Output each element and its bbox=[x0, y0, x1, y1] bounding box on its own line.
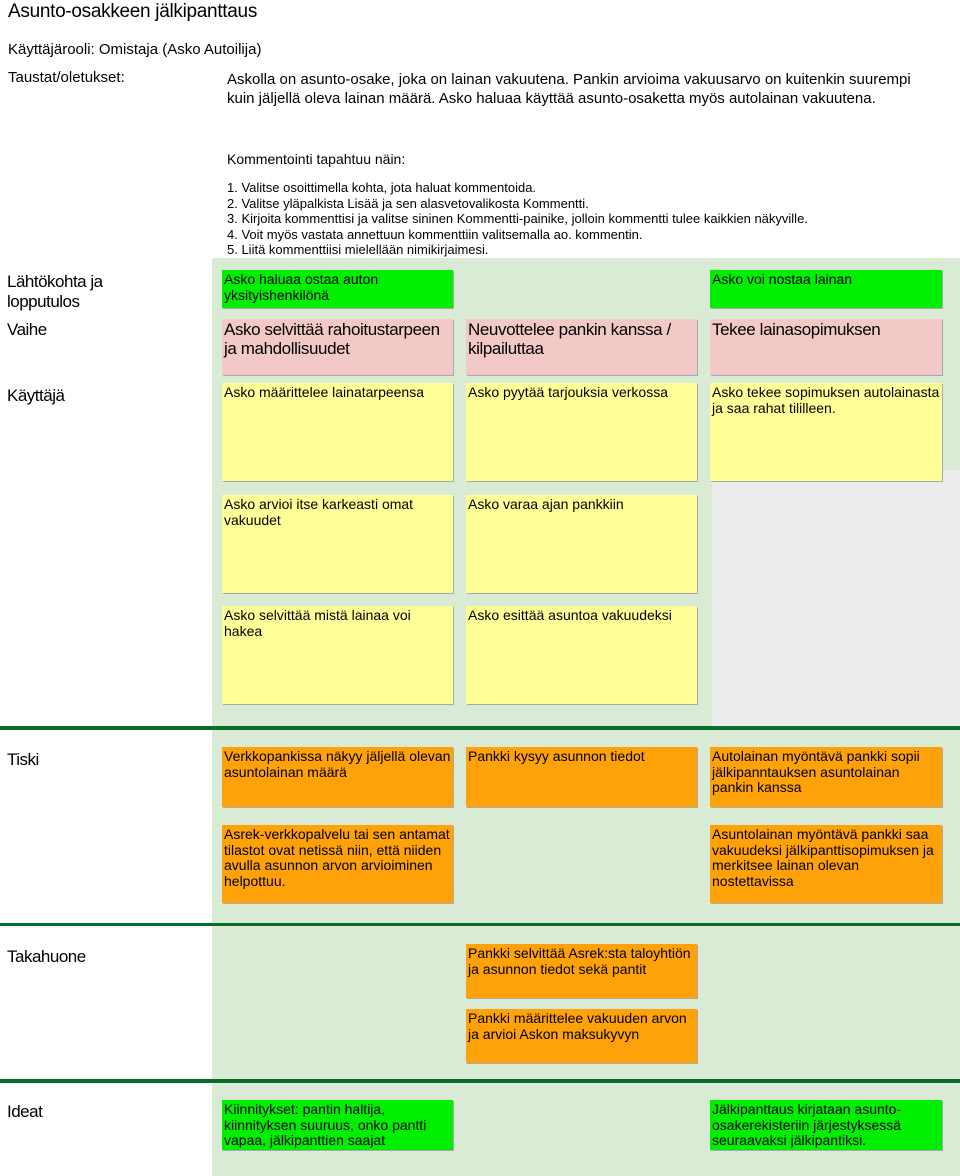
desk-card[interactable]: Asuntolainan myöntävä pankki saa vakuudeksi jälkipanttisopimuksen ja merkitsee lainan olevan nostettavissa bbox=[710, 825, 942, 903]
commenting-step: 3. Kirjoita kommenttisi ja valitse sininen Kommentti-painike, jolloin kommentti tulee kaikkien näkyville. bbox=[227, 211, 808, 227]
backoffice-card[interactable]: Pankki selvittää Asrek:sta taloyhtiön ja asunnon tiedot sekä pantit bbox=[466, 944, 697, 998]
commenting-step: 4. Voit myös vastata annettuun kommenttiin valitsemalla ao. kommentin. bbox=[227, 226, 643, 242]
row-label-lahtokohta: Lähtökohta ja lopputulos bbox=[7, 272, 103, 311]
background-label: Taustat/oletukset: bbox=[8, 69, 125, 86]
commenting-step: 5. Liitä kommenttiisi mielellään nimikirjaimesi. bbox=[227, 242, 489, 258]
row-divider bbox=[0, 726, 960, 730]
user-role: Käyttäjärooli: Omistaja (Asko Autoilija) bbox=[8, 41, 262, 58]
user-card[interactable]: Asko esittää asuntoa vakuudeksi bbox=[466, 606, 697, 704]
desk-card[interactable]: Verkkopankissa näkyy jäljellä olevan asuntolainan määrä bbox=[222, 747, 453, 807]
row-label-takahuone: Takahuone bbox=[7, 947, 86, 966]
user-card[interactable]: Asko arvioi itse karkeasti omat vakuudet bbox=[222, 495, 453, 593]
user-card[interactable]: Asko varaa ajan pankkiin bbox=[466, 495, 697, 593]
row-label-vaihe: Vaihe bbox=[7, 320, 47, 339]
user-card[interactable]: Asko selvittää mistä lainaa voi hakea bbox=[222, 606, 453, 704]
user-card[interactable]: Asko pyytää tarjouksia verkossa bbox=[466, 383, 697, 481]
idea-card[interactable]: Jälkipanttaus kirjataan asunto-osakerekisteriin järjestyksessä seuraavaksi jälkipantiksi. bbox=[710, 1100, 942, 1150]
desk-card[interactable]: Asrek-verkkopalvelu tai sen antamat tilastot ovat netissä niin, että niiden avulla asunnon arvon arvioiminen helpottuu. bbox=[222, 825, 453, 903]
background-text: Askolla on asunto-osake, joka on lainan vakuutena. Pankin arvioima vakuusarvo on kuitenkin suurempi kuin jäljellä oleva lainan määrä. Asko haluaa käyttää asunto-osaketta myös autolainan vakuutena. bbox=[227, 71, 911, 107]
user-card[interactable]: Asko määrittelee lainatarpeensa bbox=[222, 383, 453, 481]
row-divider bbox=[0, 923, 960, 926]
backoffice-card[interactable]: Pankki määrittelee vakuuden arvon ja arvioi Askon maksukyvyn bbox=[466, 1009, 697, 1063]
commenting-title: Kommentointi tapahtuu näin: bbox=[227, 151, 406, 167]
row-divider bbox=[0, 1079, 960, 1083]
phase-card[interactable]: Asko selvittää rahoitustarpeen ja mahdollisuudet bbox=[222, 319, 453, 375]
idea-card[interactable]: Kiinnitykset: pantin haltija, kiinnityksen suuruus, onko pantti vapaa, jälkipanttien saajat bbox=[222, 1100, 453, 1150]
result-card[interactable]: Asko voi nostaa lainan bbox=[710, 270, 942, 308]
desk-card[interactable]: Autolainan myöntävä pankki sopii jälkipanntauksen asuntolainan pankin kanssa bbox=[710, 747, 942, 807]
commenting-step: 1. Valitse osoittimella kohta, jota haluat kommentoida. bbox=[227, 180, 537, 195]
desk-card[interactable]: Pankki kysyy asunnon tiedot bbox=[466, 747, 697, 807]
page-title: Asunto-osakkeen jälkipanttaus bbox=[8, 1, 258, 22]
commenting-steps bbox=[227, 180, 947, 258]
user-card[interactable]: Asko tekee sopimuksen autolainasta ja saa rahat tililleen. bbox=[710, 383, 942, 481]
board-background-right bbox=[712, 470, 960, 728]
row-label-ideat: Ideat bbox=[7, 1102, 43, 1121]
phase-card[interactable]: Tekee lainasopimuksen bbox=[710, 319, 942, 375]
start-card[interactable]: Asko haluaa ostaa auton yksityishenkilönä bbox=[222, 270, 453, 308]
commenting-step: 2. Valitse yläpalkista Lisää ja sen alasvetovalikosta Kommentti. bbox=[227, 195, 589, 211]
row-label-tiski: Tiski bbox=[7, 750, 39, 769]
phase-card[interactable]: Neuvottelee pankin kanssa / kilpailuttaa bbox=[466, 319, 697, 375]
row-label-kayttaja: Käyttäjä bbox=[7, 386, 65, 405]
